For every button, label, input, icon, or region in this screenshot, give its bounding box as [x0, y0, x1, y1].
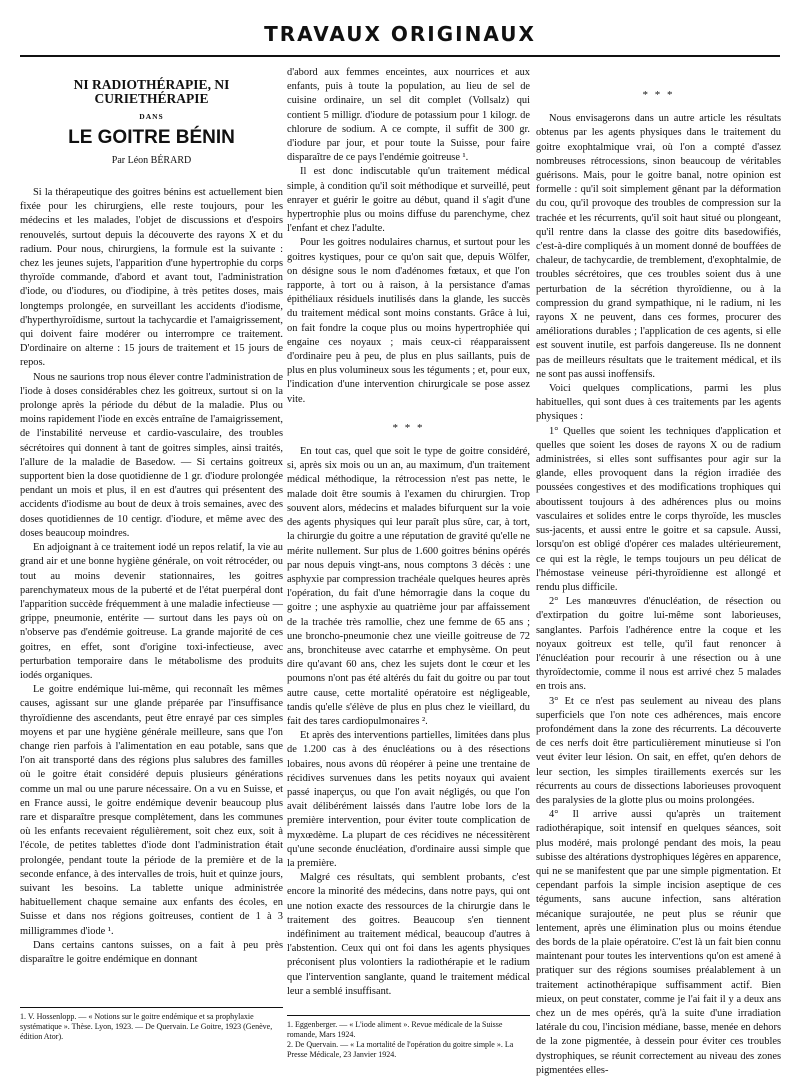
paragraph: Pour les goitres nodulaires charnus, et surtout pour les goitres kystiques, pour ce qu'on sait que, depuis Wölfer, on désigne sous le nom d'adénomes fœtaux, et que l'on rapporte, à tort ou à raison, à la persistance d'amas épithéliaux résiduels inutilisés dans la glande, les succès du traitement médical sont moins constants. Grâce à lui, on fait fondre la coque plus ou moins hypertrophiée qui engaine ces noyaux ; mais ceux-ci réapparaissent d'ordinaire peu à peu, de plus en plus saillants, puis de plus en plus volumineux sous les téguments ; et, pour eux, l'indication d'une intervention chirurgicale se pose assez vite.: [287, 237, 530, 405]
column-1: [20, 66, 283, 1004]
header-rule: [20, 55, 780, 57]
paragraph: 1° Quelles que soient les techniques d'application et quelles que soient les doses de rayons X ou de radium administrées, si elles sont suffisantes pour agir sur la glande, elles provoquent dans la région irradiée des poussées congestives et des modifications trophiques qui aboutissent toujours à des adhérences plus ou moins vasculaires et solides entre le corps thyroïde, les muscles sus-jacents, et aussi entre le goitre et sa capsule. Aussi, lorsqu'on est obligé d'opérer ces malades ultérieurement, ce qui est la règle, le temps toujours un peu délicat de l'hémostase veineuse péri-thyroïdienne est allongé et rendu plus difficile.: [536, 425, 781, 593]
footnote-rule: [287, 1015, 530, 1016]
column-2: [287, 66, 530, 1004]
footnote: 1. V. Hossenlopp. — « Notions sur le goitre endémique et sa prophylaxie systématique ». Thèse. Lyon, 1923. — De Quervain. Le Goitre, 1923 (Genève, édition Ator).: [20, 1012, 273, 1041]
paragraph: Dans certains cantons suisses, on a fait à peu près disparaître le goitre endémique en donnant: [20, 939, 283, 965]
paragraph: Et après des interventions partielles, limitées dans plus de 1.200 cas à des énucléations ou à des résections lobaires, nous avons dû réopérer à peine une trentaine de récidives survenues dans les petits noyaux qui avaient passé inaperçus, ou que l'on avait négligés, ou que l'on avait délibérément laissés dans l'autre lobe lors de la première intervention, pour éviter toute complication de myxœdème. La plupart de ces récidives ne nécessitèrent qu'une seconde énucléation, d'ordinaire aussi simple que la première.: [287, 730, 530, 869]
footnote: 1. Eggenberger. — « L'iode aliment ». Revue médicale de la Suisse romande, Mars 1924.: [287, 1020, 503, 1039]
article-title-dans: DANS: [139, 112, 164, 122]
paragraph: 4° Il arrive aussi qu'après un traitement radiothérapique, soit intensif en quelques séances, soit plus modéré, mais prolongé pendant des mois, la peau subisse des altérations dystrophiques légères en apparence, qui ne se manifestent que par une simple pigmentation. Et cependant parfois la simple incision aseptique de ces téguments, sans aucune infection, sans altération mécanique surajoutée, ne peut plus se réunir que lentement, après une élimination plus ou moins étendue des bords de la plaie opératoire. C'est là un fait bien connu maintenant pour toutes les interventions qu'on est amené à pratiquer sur des régions soumises préalablement à un traitement actinothérapique suffisamment actif. Bien mieux, on peut constater, comme je l'ai fait il y a deux ans chez un de mes opérés, qu'à la suite d'une irradiation latérale du cou, l'incision médiane, basse, menée en dehors de la zone pigmentée, à dessein pour éviter ces troubles dystrophiques, se réunit correctement au niveau des zones pigmentées elles-: [536, 809, 781, 1076]
article-title-line-2: LE GOITRE BÉNIN: [68, 126, 235, 148]
footnote: 2. De Quervain. — « La mortalité de l'opération du goitre simple ». La Presse Médicale, 23 Janvier 1924.: [287, 1040, 514, 1059]
paragraph: En tout cas, quel que soit le type de goitre considéré, si, après six mois ou un an, au maximum, d'un traitement médical méthodique, la rétrocession n'est pas nette, le malade doit être soumis à l'examen du chirurgien. Trop souvent alors, médecins et malades bifurquent sur la voie des agents physiques qui leur paraît plus sûre, car, à tort, la chirurgie du goitre a une réputation de gravité qu'elle ne mérite nullement. Sur plus de 1.600 goitres bénins opérés par nous depuis vingt-ans, nous comptons 3 décès : une asphyxie par compression trachéale quelques heures après l'opération, du fait d'une hémorragie dans la coque du goitre ; une asphyxie au quatrième jour par affaissement de la trachée très ramollie, chez une femme de 65 ans ; une broncho-pneumonie chez une vieille goitreuse de 72 ans, bronchiteuse avec catarrhe et emphysème. On peut dire qu'avant 60 ans, chez les sujets dont le cœur et les poumons n'ont pas été altérés du fait du goitre ou par tout autre cause, cette mortalité opératoire est négligeable, tandis qu'elle s'élève de plus en plus chez le vieillard, du fait des tares cardiopulmonaires ².: [287, 446, 530, 727]
paragraph: Si la thérapeutique des goitres bénins est actuellement bien fixée pour les chirurgiens, elle reste toujours, pour les médecins et les malades, l'objet de discussions et d'espoirs renouvelés, surtout depuis la découverte des rayons X et du radium. Pour nous, chirurgiens, la formule est la suivante : chez les jeunes sujets, l'apparition d'une hypertrophie du corps thyroïde commande, d'abord et avant tout, l'administration d'iode, ou d'iodures, ou d'iodipine, à très petites doses, mais longtemps prolongée, en surveillant les accidents d'iodisme, d'hyperthyroïdisme, surtout la tachycardie et l'amaigrissement, qui doivent faire modérer ou interrompre ce traitement. D'ordinaire on alterne : 15 jours de traitement et 15 jours de repos.: [20, 187, 283, 369]
article-title-line-1: NI RADIOTHÉRAPIE, NI CURIETHÉRAPIE: [73, 77, 230, 107]
footnote-rule: [20, 1007, 283, 1008]
column-3: [536, 66, 781, 1076]
section-break: * * *: [642, 89, 675, 101]
paragraph: En adjoignant à ce traitement iodé un repos relatif, la vie au grand air et une bonne hygiène générale, on voit rétrocéder, ou tout au moins devenir stationnaires, les goitres parenchymateux mous de la puberté et de l'état puerpéral dont l'apparition succède fréquemment à une maladie infectieuse — grippe, pneumonie, entérite — surtout dans les pays où on n'observe pas d'endémie goitreuse. La grande majorité de ces goitres, en effet, sont d'origine toxi-infectieuse, avec perturbation temporaire dans le métabolisme des produits iodés organiques.: [20, 542, 283, 681]
paragraph: d'abord aux femmes enceintes, aux nourrices et aux enfants, puis à toute la population, au lieu de sel de cuisine ordinaire, un sel dit complet (Vollsalz) qui contient 5 milligr. d'iodure de potassium pour 1 kilogr. de chlorure de sodium. A ce compte, il suffit de 300 gr. d'iodure par jour, et pour toute la Suisse, pour faire disparaître de ce pays l'endémie goitreuse ¹.: [287, 67, 530, 164]
footnotes-middle: [287, 1020, 530, 1060]
paragraph: Le goitre endémique lui-même, qui reconnaît les mêmes causes, agissant sur une glande préparée par l'insuffisance thyroïdienne des ascendants, peut être enrayé par ces simples moyens et par une hygiène générale meilleure, sans que l'on change rien parfois à l'alimentation en eau potable, sans que l'on ait transporté dans des régions plus salubres des familles où le goitre était considéré depuis plusieurs générations comme un mal ou une parure nécessaire. On a vu en Suisse, et en France aussi, le goitre endémique devenir beaucoup plus rare et disparaître presque complètement, dans les communes où les enfants recevaient régulièrement, soit chez eux, soit à l'école, de petites tablettes d'iode dont l'administration était prolongée, pendant toute la période de la première et de la seconde enfance, à des intervalles de trois, huit et quinze jours, suivant les besoins. La tablette unique administrée habituellement chaque semaine aux enfants des écoles, en Suisse et dans nos régions goitreuses, contient de 1 à 3 milligrammes d'iode ¹.: [20, 684, 283, 937]
paragraph: Il est donc indiscutable qu'un traitement médical simple, à condition qu'il soit méthodique et surveillé, peut enrayer et guérir le goitre au début, quand il s'agit d'une hypertrophie plus ou moins diffuse du parenchyme, chez l'enfant et chez l'adulte.: [287, 166, 530, 235]
paragraph: Voici quelques complications, parmi les plus habituelles, qui sont dues à ces traitements par les agents physiques :: [536, 383, 781, 423]
paragraph: Nous ne saurions trop nous élever contre l'administration de l'iode à doses considérables chez les goitreux, surtout si on la prolonge après la période du début de la maladie. Plus ou moins rapidement l'iode en excès entraîne de l'amaigrissement, de l'instabilité nerveuse et cardio-vasculaire, des troubles sécrétoires qui donnent à tant de goitres simples, ainsi traités, l'allure de la maladie de Basedow. — Si certains goitreux supportent bien la dose quotidienne de 1 gr. d'iodure prolongée pendant un mois et plus, il en est d'autres qui présentent des accidents d'iodisme au bout de deux à trois semaines, avec des doses quotidiennes de 10 centigr. d'iodure, et même avec des doses beaucoup moindres.: [20, 371, 283, 539]
article-author: Par Léon BÉRARD: [111, 154, 192, 166]
running-head: TRAVAUX ORIGINAUX: [264, 22, 536, 46]
paragraph: Nous envisagerons dans un autre article les résultats obtenus par les agents physiques dans le traitement du goitre exophtalmique vrai, où l'on a compté d'assez nombreuses rétrocessions, sinon beaucoup de véritables guérisons. Mais, pour le goitre banal, notre opinion est formelle : qu'il soit simplement gênant par la déformation du cou, qu'il provoque des troubles de compression sur la trachée et les récurrents, qu'il soit haut situé ou plongeant, qu'il rentre dans la classe des goitre dits basedowifiés, c'est-à-dire compliqués à un moment donné de bouffées de chaleur, de tachycardie, de tremblement, d'exophtalmie, de troubles sécrétoires, que ces troubles soient dus à une perturbation de la sécrétion thyroïdienne, ou à la compression du grand sympathique, ni le radium, ni les rayons X ne peuvent, dans ces formes, procurer des améliorations durables ; l'application de ces agents, si elle est souvent inutile, est parfois dangereuse. Ils ne donnent pas de meilleurs résultats que le traitement médical, et ils ne sont pas aussi inoffensifs.: [536, 113, 781, 380]
paragraph: 3° Et ce n'est pas seulement au niveau des plans superficiels que l'on note ces adhérences, mais encore profondément dans la zone des récurrents. La découverte de ces nerfs doit être particulièrement minutieuse si l'on veut éviter leur lésion. On sait, en effet, qu'en dehors de leur section, les simples tiraillements exercés sur les récurrents au cours de dissections laborieuses provoquent des paralysies de la glotte plus ou moins prolongées.: [536, 695, 781, 806]
paragraph: 2° Les manœuvres d'énucléation, de résection ou d'extirpation du goitre lui-même sont laborieuses, sanglantes. Parfois l'adhérence entre la coque et les noyaux goitreux est telle, qu'il faut renoncer à l'énucléation pour recourir à une résection ou à une thyroïdectomie, comme il nous est arrivé chez 5 malades en trois ans.: [536, 596, 781, 693]
paragraph: Malgré ces résultats, qui semblent probants, c'est encore la minorité des médecins, dans notre pays, qui ont une notion exacte des ressources de la chirurgie dans le traitement des goitres. Beaucoup s'en tiennent indéfiniment au traitement médical, beaucoup d'autres à l'abstention. Ceux qui ont foi dans les agents physiques préconisent plus volontiers la radiothérapie et le radium que l'intervention sanglante, quand le traitement médical leur a semblé insuffisant.: [287, 872, 530, 997]
section-break: * * *: [392, 421, 425, 434]
